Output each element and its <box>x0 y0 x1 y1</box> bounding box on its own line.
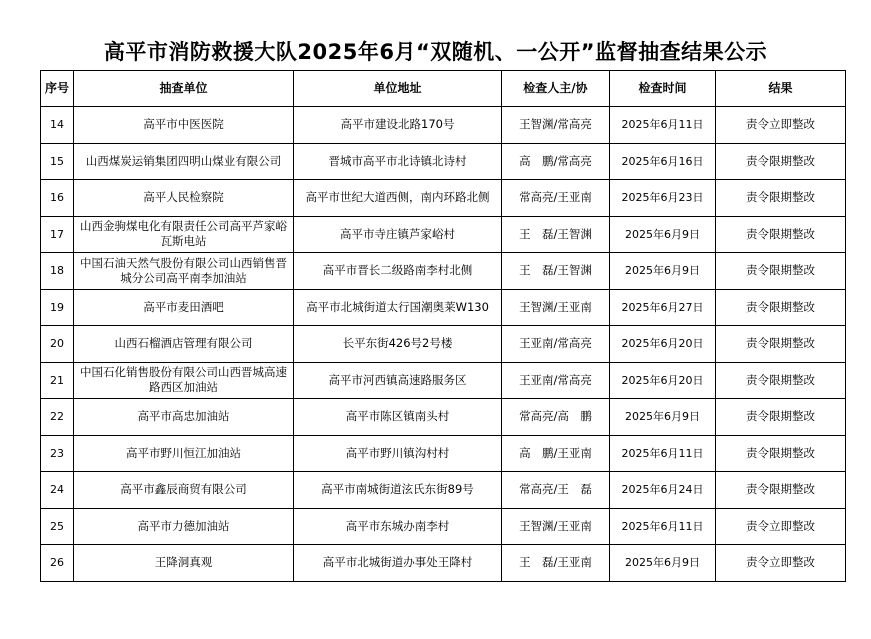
row-date: 2025年6月24日 <box>610 472 716 509</box>
row-number: 23 <box>41 435 74 472</box>
row-inspectors: 高 鹏/王亚南 <box>502 435 610 472</box>
table-row <box>41 289 846 326</box>
row-inspectors: 王亚南/常高亮 <box>502 362 610 399</box>
row-result: 责令立即整改 <box>716 508 846 545</box>
row-inspectors: 常高亮/王 磊 <box>502 472 610 509</box>
row-address: 高平市南城街道泫氏东街89号 <box>294 472 502 509</box>
results-table <box>40 70 846 582</box>
row-number: 18 <box>41 253 74 290</box>
header-result: 结果 <box>716 71 846 107</box>
table-row <box>41 107 846 144</box>
row-unit: 高平市野川恒江加油站 <box>74 435 294 472</box>
row-unit: 高平市高忠加油站 <box>74 399 294 436</box>
row-address: 高平市河西镇高速路服务区 <box>294 362 502 399</box>
table-row <box>41 545 846 582</box>
table-row <box>41 180 846 217</box>
row-date: 2025年6月9日 <box>610 545 716 582</box>
row-number: 19 <box>41 289 74 326</box>
page-title: 高平市消防救援大队2025年6月“双随机、一公开”监督抽查结果公示 <box>103 40 768 64</box>
row-date: 2025年6月11日 <box>610 508 716 545</box>
row-result: 责令限期整改 <box>716 289 846 326</box>
table-row <box>41 216 846 253</box>
row-number: 17 <box>41 216 74 253</box>
row-result: 责令限期整改 <box>716 435 846 472</box>
row-number: 21 <box>41 362 74 399</box>
row-result: 责令立即整改 <box>716 545 846 582</box>
row-date: 2025年6月20日 <box>610 326 716 363</box>
header-address: 单位地址 <box>294 71 502 107</box>
row-date: 2025年6月11日 <box>610 107 716 144</box>
row-inspectors: 王 磊/王智渊 <box>502 216 610 253</box>
row-date: 2025年6月16日 <box>610 143 716 180</box>
row-inspectors: 王 磊/王亚南 <box>502 545 610 582</box>
row-number: 14 <box>41 107 74 144</box>
table-row <box>41 508 846 545</box>
row-address: 高平市陈区镇南头村 <box>294 399 502 436</box>
row-number: 25 <box>41 508 74 545</box>
row-inspectors: 王 磊/王智渊 <box>502 253 610 290</box>
row-unit: 山西金驹煤电化有限责任公司高平芦家峪瓦斯电站 <box>74 216 294 253</box>
table-row <box>41 143 846 180</box>
row-result: 责令限期整改 <box>716 362 846 399</box>
row-unit: 山西煤炭运销集团四明山煤业有限公司 <box>74 143 294 180</box>
row-inspectors: 王亚南/常高亮 <box>502 326 610 363</box>
row-inspectors: 王智渊/王亚南 <box>502 289 610 326</box>
row-date: 2025年6月9日 <box>610 399 716 436</box>
row-unit: 高平市麦田酒吧 <box>74 289 294 326</box>
row-result: 责令限期整改 <box>716 472 846 509</box>
row-inspectors: 常高亮/王亚南 <box>502 180 610 217</box>
table-row <box>41 253 846 290</box>
row-result: 责令限期整改 <box>716 399 846 436</box>
table-row <box>41 326 846 363</box>
row-unit: 中国石油天然气股份有限公司山西销售晋城分公司高平南李加油站 <box>74 253 294 290</box>
row-address: 高平市建设北路170号 <box>294 107 502 144</box>
row-unit: 王降洞真观 <box>74 545 294 582</box>
row-number: 22 <box>41 399 74 436</box>
row-result: 责令限期整改 <box>716 180 846 217</box>
row-result: 责令立即整改 <box>716 107 846 144</box>
row-address: 高平市世纪大道西侧，南内环路北侧 <box>294 180 502 217</box>
row-unit: 高平市中医医院 <box>74 107 294 144</box>
row-address: 长平东街426号2号楼 <box>294 326 502 363</box>
row-unit: 中国石化销售股份有限公司山西晋城高速路西区加油站 <box>74 362 294 399</box>
row-inspectors: 常高亮/高 鹏 <box>502 399 610 436</box>
row-date: 2025年6月27日 <box>610 289 716 326</box>
header-unit: 抽查单位 <box>74 71 294 107</box>
row-address: 高平市野川镇沟村村 <box>294 435 502 472</box>
header-inspectors: 检查人主/协 <box>502 71 610 107</box>
table-row <box>41 435 846 472</box>
row-address: 晋城市高平市北诗镇北诗村 <box>294 143 502 180</box>
table-row <box>41 399 846 436</box>
row-inspectors: 高 鹏/常高亮 <box>502 143 610 180</box>
row-date: 2025年6月20日 <box>610 362 716 399</box>
row-number: 24 <box>41 472 74 509</box>
row-result: 责令限期整改 <box>716 216 846 253</box>
row-unit: 高平市力德加油站 <box>74 508 294 545</box>
row-result: 责令限期整改 <box>716 326 846 363</box>
row-date: 2025年6月9日 <box>610 253 716 290</box>
row-date: 2025年6月11日 <box>610 435 716 472</box>
row-result: 责令限期整改 <box>716 143 846 180</box>
row-number: 16 <box>41 180 74 217</box>
row-address: 高平市晋长二级路南李村北侧 <box>294 253 502 290</box>
table-row <box>41 472 846 509</box>
row-number: 20 <box>41 326 74 363</box>
row-address: 高平市北城街道太行国潮奥莱W130 <box>294 289 502 326</box>
header-date: 检查时间 <box>610 71 716 107</box>
row-number: 26 <box>41 545 74 582</box>
row-address: 高平市寺庄镇芦家峪村 <box>294 216 502 253</box>
table-row <box>41 362 846 399</box>
row-date: 2025年6月9日 <box>610 216 716 253</box>
row-unit: 山西石榴酒店管理有限公司 <box>74 326 294 363</box>
header-row <box>41 71 846 107</box>
row-unit: 高平人民检察院 <box>74 180 294 217</box>
header-no: 序号 <box>41 71 74 107</box>
row-address: 高平市东城办南李村 <box>294 508 502 545</box>
row-inspectors: 王智渊/常高亮 <box>502 107 610 144</box>
row-address: 高平市北城街道办事处王降村 <box>294 545 502 582</box>
row-inspectors: 王智渊/王亚南 <box>502 508 610 545</box>
row-result: 责令限期整改 <box>716 253 846 290</box>
row-date: 2025年6月23日 <box>610 180 716 217</box>
row-unit: 高平市鑫辰商贸有限公司 <box>74 472 294 509</box>
row-number: 15 <box>41 143 74 180</box>
